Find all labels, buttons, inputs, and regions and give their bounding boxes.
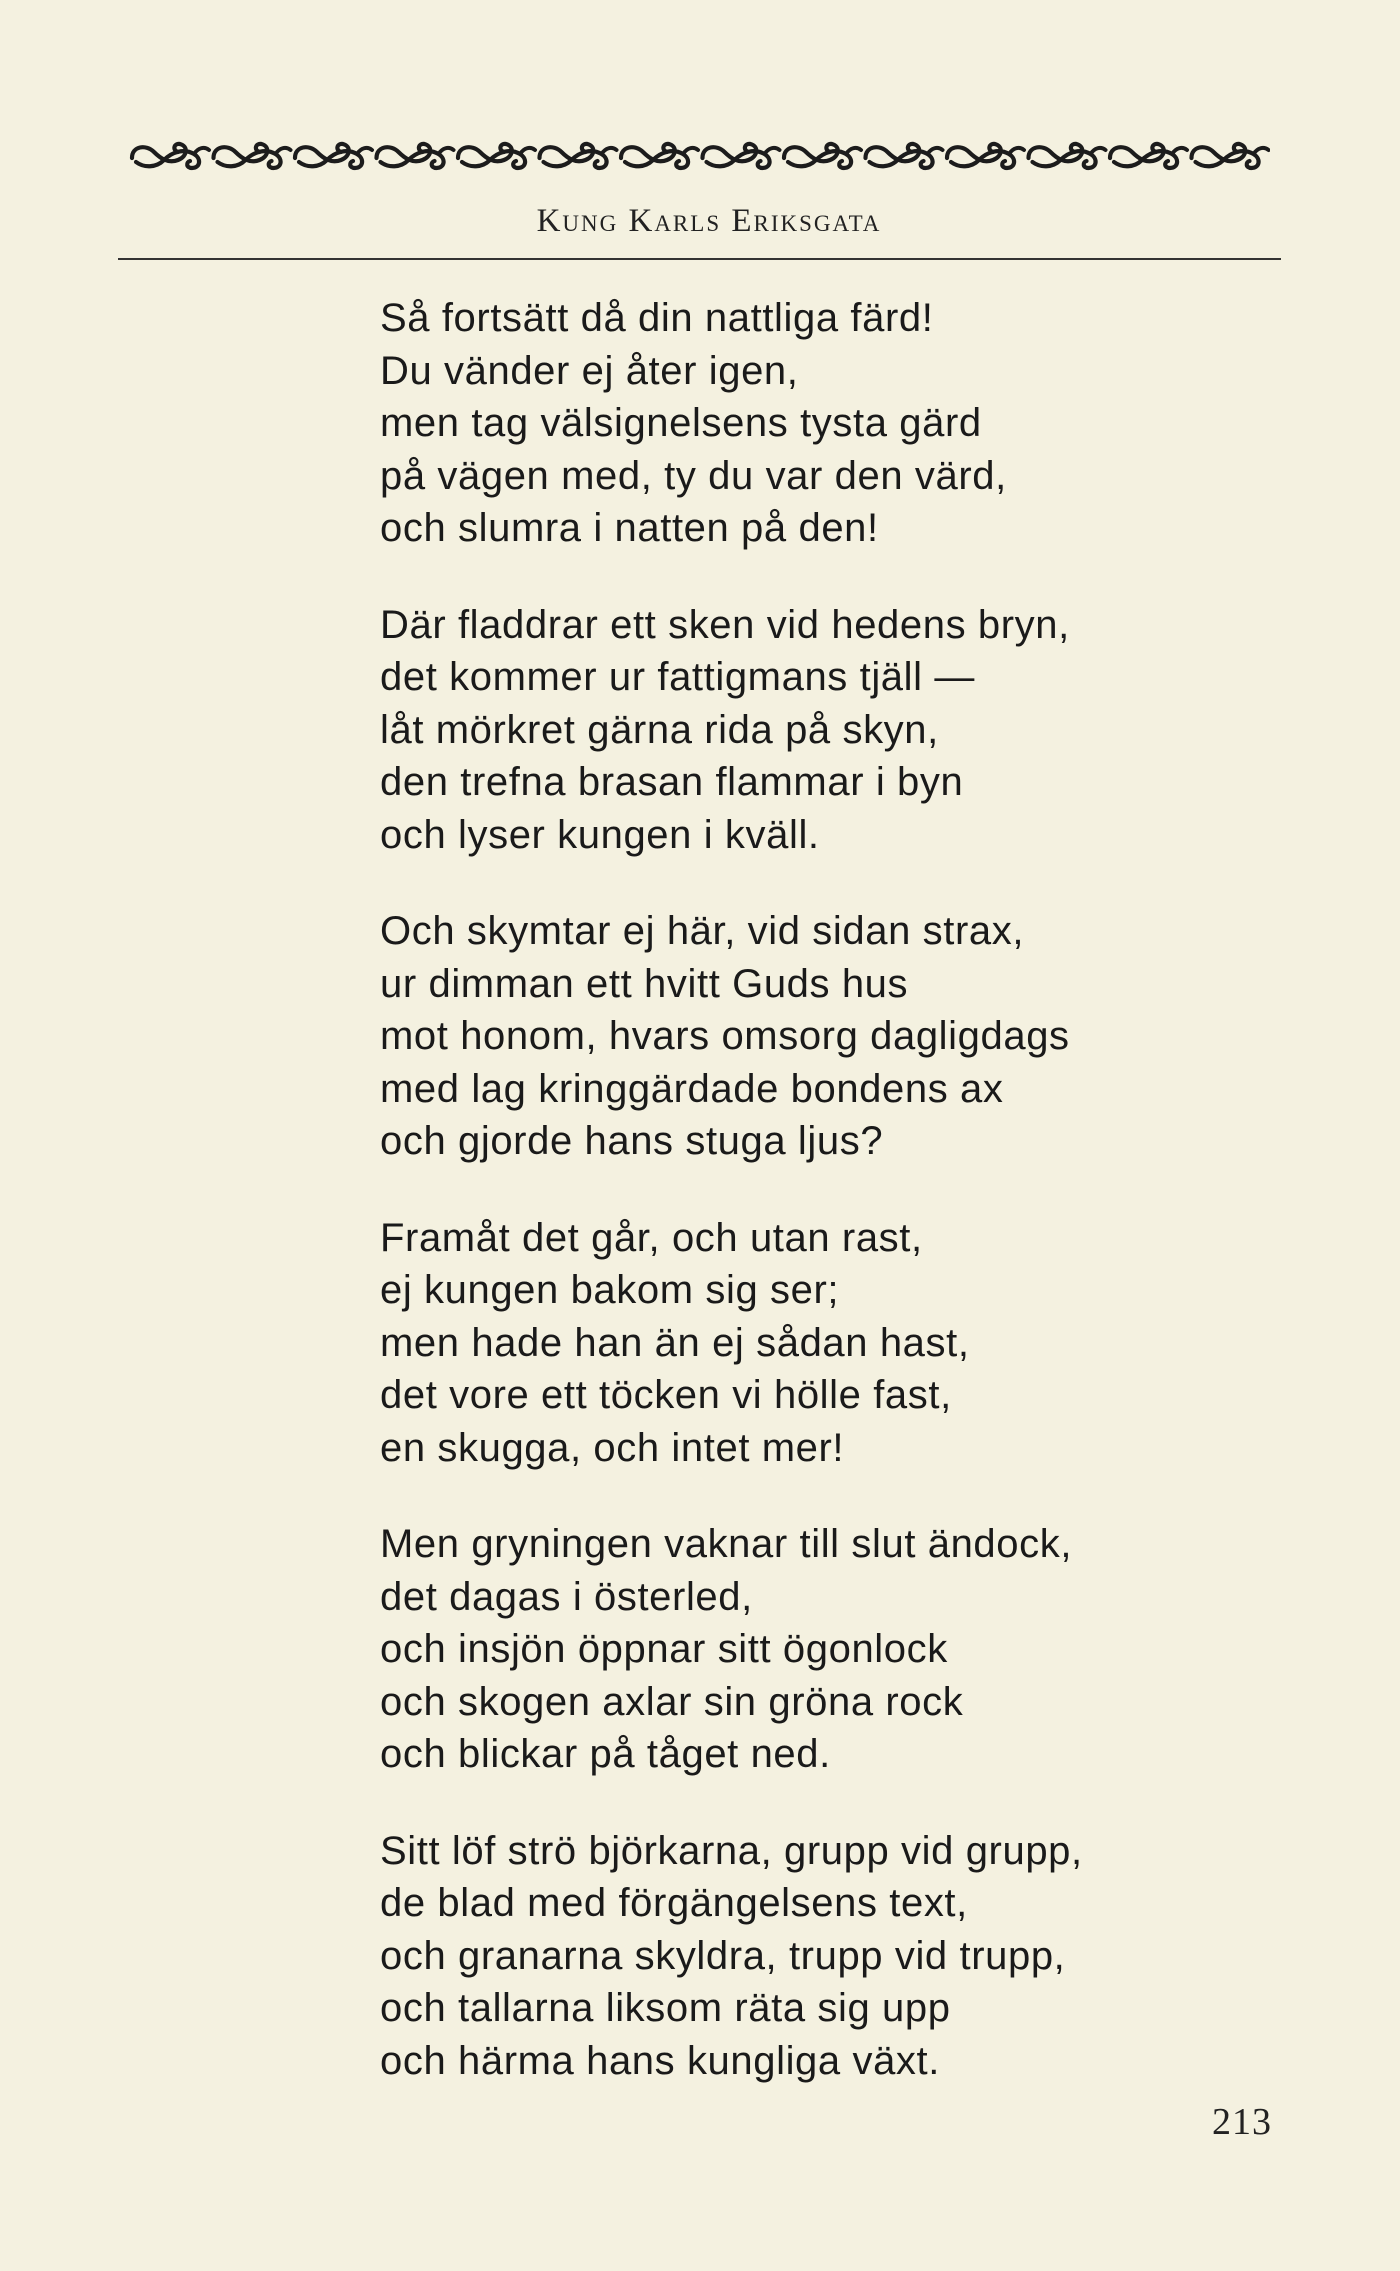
page-number: 213 xyxy=(1212,2101,1272,2143)
poem-line: och gjorde hans stuga ljus? xyxy=(380,1119,884,1163)
poem-line: mot honom, hvars omsorg dagligdags xyxy=(380,1014,1070,1058)
poem-line: ur dimman ett hvitt Guds hus xyxy=(380,961,909,1006)
poem-line: och blickar på tåget ned. xyxy=(380,1732,831,1776)
poem-line: Där fladdrar ett sken vid hedens bryn, xyxy=(380,602,1070,647)
stanza xyxy=(380,292,1260,555)
poem-line: en skugga, och intet mer! xyxy=(380,1425,845,1470)
poem-body xyxy=(380,292,1260,2131)
stanza xyxy=(380,599,1260,862)
poem-line: och skogen axlar sin gröna rock xyxy=(380,1679,964,1724)
stanza xyxy=(380,905,1260,1168)
poem-line: Du vänder ej åter igen, xyxy=(380,348,799,393)
stanza xyxy=(380,1212,1260,1475)
poem-line: och härma hans kungliga växt. xyxy=(380,2038,940,2083)
header-rule xyxy=(118,258,1281,260)
poem-line: med lag kringgärdade bondens ax xyxy=(380,1066,1004,1111)
poem-line: Sitt löf strö björkarna, grupp vid grupp, xyxy=(380,1828,1083,1873)
poem-line: och tallarna liksom räta sig upp xyxy=(380,1986,951,2030)
poem-line: det dagas i österled, xyxy=(380,1574,753,1619)
poem-line: de blad med förgängelsens text, xyxy=(380,1881,968,1925)
poem-line: på vägen med, ty du var den värd, xyxy=(380,453,1007,498)
stanza xyxy=(380,1825,1260,2088)
poem-line: men hade han än ej sådan hast, xyxy=(380,1320,970,1365)
poem-line: och slumra i natten på den! xyxy=(380,506,879,550)
poem-line: Så fortsätt då din nattliga färd! xyxy=(380,296,934,340)
poem-line: och lyser kungen i kväll. xyxy=(380,812,820,857)
poem-line: och granarna skyldra, trupp vid trupp, xyxy=(380,1933,1066,1978)
stanza xyxy=(380,1518,1260,1781)
poem-line: men tag välsignelsens tysta gärd xyxy=(380,401,982,445)
poem-line: Framåt det går, och utan rast, xyxy=(380,1215,923,1260)
poem-line: och insjön öppnar sitt ögonlock xyxy=(380,1627,948,1671)
poem-line: ej kungen bakom sig ser; xyxy=(380,1268,840,1312)
running-title: Kung Karls Eriksgata xyxy=(536,203,882,239)
poem-line: det kommer ur fattigmans tjäll — xyxy=(380,655,975,699)
poem-line: det vore ett töcken vi hölle fast, xyxy=(380,1373,952,1417)
poem-line: Och skymtar ej här, vid sidan strax, xyxy=(380,909,1025,953)
poem-line: låt mörkret gärna rida på skyn, xyxy=(380,707,939,752)
decorative-border-ornament xyxy=(128,138,1270,172)
poem-line: Men gryningen vaknar till slut ändock, xyxy=(380,1522,1073,1566)
poem-line: den trefna brasan flammar i byn xyxy=(380,760,964,804)
ornament-units xyxy=(132,144,1269,168)
